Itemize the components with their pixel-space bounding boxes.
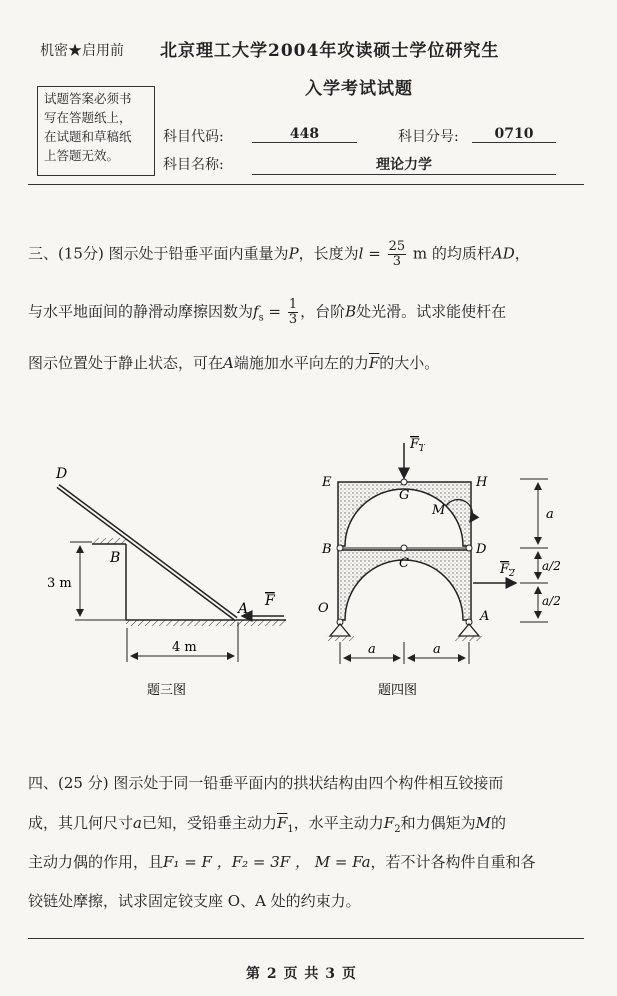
q4-line-3: 主动力偶的作用，且F₁ = F ，F₂ = 3F ， M = Fa，若不计各构件自重和各 [28,853,536,871]
dim-3m-label: 3 m [47,576,72,591]
subject-name-value: 理论力学 [252,154,556,175]
label-M: M [432,503,446,518]
subject-number-value: 0710 [472,126,556,143]
figure-4-arch-structure [300,430,590,720]
label-A: A [480,609,490,624]
dim-4m-label: 4 m [172,640,197,655]
notice-line: 上答题无效。 [44,148,120,163]
dim-a2-lower-label: a/2 [542,594,561,608]
dim-a-bottom-right-label: a [433,642,441,657]
label-F1: $F_1$ [410,437,425,454]
label-A: A [238,601,249,617]
hinge-B [337,545,343,551]
dim-a-right-label: a [546,507,554,522]
label-B: B [110,550,121,566]
label-F2: $F_2$ [500,562,515,579]
dim-a-bottom-left-label: a [368,642,376,657]
page-number: 第 2 页 共 3 页 [246,966,357,982]
q3-line-3: 图示位置处于静止状态，可在A端施加水平向左的力$\overline{F}$的大小。 [28,354,440,372]
fraction-friction: $\frac{1}{3}$ [288,297,298,327]
hinge-C [401,545,407,551]
step-top-hatch [92,538,126,544]
subject-number-label: 科目分号: [398,129,459,145]
fraction-length: $\frac{25}{3}$ [388,239,406,269]
label-H: H [476,475,488,490]
footer-divider [28,938,584,939]
notice-box [37,86,155,176]
ground-A [455,636,483,641]
label-O: O [318,601,329,616]
figure-3-caption: 题三图 [147,683,187,698]
q3-line-1: 三、(15分) 图示处于铅垂平面内重量为P，长度为l = $\frac{25}{3}$ m 的均质杆AD， [28,239,530,269]
label-D: D [56,466,68,482]
notice-line: 试题答案必须书 [44,91,132,106]
notice-line: 写在答题纸上， [44,110,132,125]
subject-code-label: 科目代码: [163,129,224,145]
q4-line-4: 铰链处摩擦，试求固定铰支座 O、A 处的约束力。 [28,892,361,910]
support-O [330,624,350,636]
subject-code-value: 448 [252,126,357,143]
q4-line-2: 成，其几何尺寸a已知，受铅垂主动力$\overline{F}_1$，水平主动力$F_2$和力偶矩为M的 [28,814,506,835]
label-D: D [476,542,487,557]
header-divider [28,184,584,185]
q3-line-2: 与水平地面间的静滑动摩擦因数为$f_s$ = $\frac{1}{3}$ ，台阶B处光滑。试求能使杆在 [28,297,507,327]
exam-subtitle: 入学考试试题 [305,79,413,99]
subject-name-label: 科目名称: [163,157,224,173]
label-B: B [322,542,332,557]
label-G: G [399,488,410,503]
rod-inner [58,486,236,619]
label-E: E [322,475,332,490]
figure-4-caption: 题四图 [378,683,418,698]
q4-line-1: 四、(25 分) 图示处于同一铅垂平面内的拱状结构由四个构件相互铰接而 [28,774,504,792]
confidential-mark: 机密★启用前 [40,43,124,59]
figure-3-rod-on-step [0,440,300,710]
dim-a2-upper-label: a/2 [542,559,561,573]
support-A [459,624,479,636]
ground-O [326,636,354,641]
hinge-D [466,545,472,551]
exam-title: 北京理工大学2004年攻读硕士学位研究生 [160,41,500,61]
label-F: F [265,593,275,609]
notice-line: 在试题和草稿纸 [44,129,132,144]
label-C: C [399,556,409,571]
hinge-G [401,479,407,485]
ground-hatch [126,620,286,626]
